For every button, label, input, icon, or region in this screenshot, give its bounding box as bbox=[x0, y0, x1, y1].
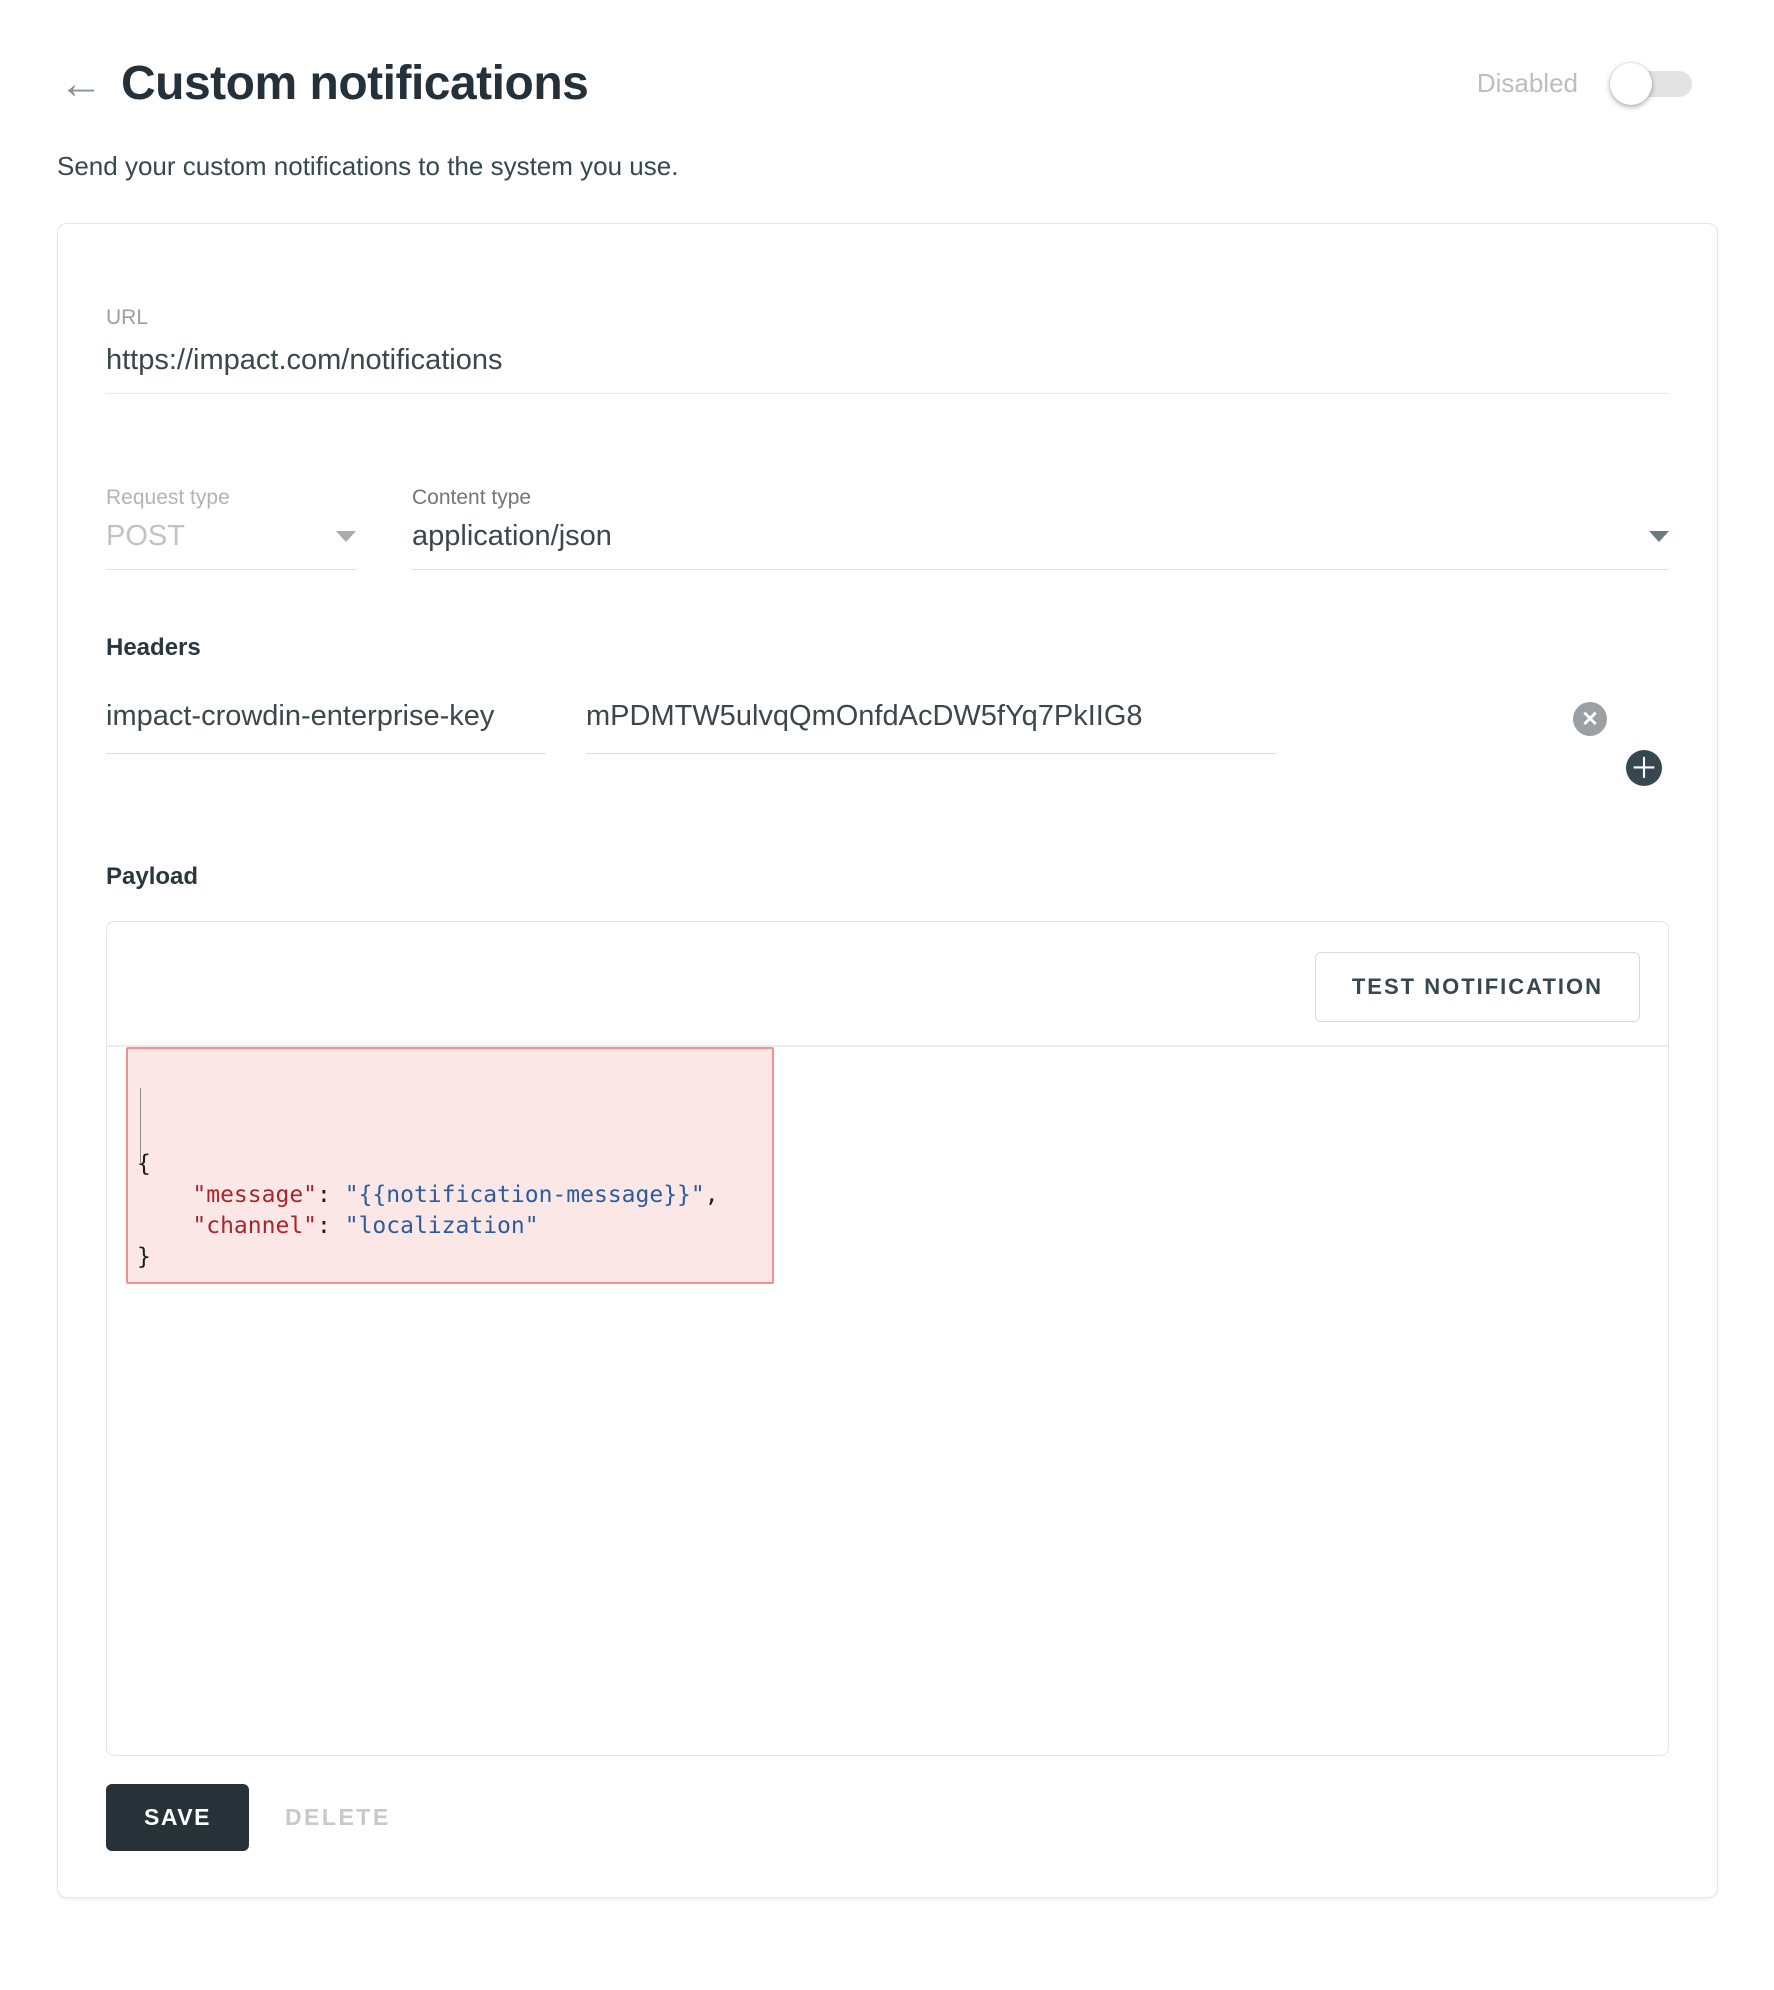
headers-label: Headers bbox=[106, 634, 201, 661]
delete-button[interactable]: DELETE bbox=[284, 1804, 391, 1830]
custom-notifications-page bbox=[0, 56, 1774, 1898]
payload-toolbar bbox=[107, 922, 1668, 1047]
code-line: { bbox=[137, 1151, 151, 1177]
save-button[interactable]: SAVE bbox=[106, 1784, 249, 1851]
code-line: "channel": "localization" bbox=[192, 1213, 539, 1239]
disabled-toggle[interactable] bbox=[1612, 71, 1692, 97]
settings-card bbox=[57, 223, 1718, 1898]
payload-editor bbox=[106, 921, 1669, 1756]
request-type-value: POST bbox=[106, 520, 185, 552]
close-icon: ✕ bbox=[1581, 707, 1599, 731]
indent-guide bbox=[140, 1088, 141, 1164]
url-label: URL bbox=[106, 306, 149, 329]
header-row bbox=[106, 700, 1669, 788]
code-line: } bbox=[137, 1244, 151, 1270]
content-type-value: application/json bbox=[412, 520, 612, 552]
request-type-field bbox=[106, 486, 356, 570]
payload-code-box[interactable] bbox=[126, 1047, 774, 1284]
request-type-select[interactable] bbox=[106, 520, 356, 570]
toggle-knob-icon bbox=[1610, 63, 1652, 105]
header-value-input[interactable]: mPDMTW5ulvqQmOnfdAcDW5fYq7PkIIG8 bbox=[586, 700, 1276, 754]
remove-header-button[interactable] bbox=[1573, 702, 1607, 736]
headers-section bbox=[106, 634, 1669, 788]
back-arrow-icon: ← bbox=[59, 58, 103, 108]
header-key-input[interactable]: impact-crowdin-enterprise-key bbox=[106, 700, 546, 754]
actions-row bbox=[106, 1784, 1669, 1851]
content-type-field bbox=[412, 486, 1669, 570]
page-header bbox=[57, 56, 1718, 111]
chevron-down-icon bbox=[336, 531, 356, 542]
toggle-label: Disabled bbox=[1476, 68, 1578, 98]
page-title: Custom notifications bbox=[121, 57, 589, 110]
payload-label: Payload bbox=[106, 863, 199, 890]
payload-code-editor[interactable] bbox=[107, 1047, 1668, 1284]
url-input[interactable]: https://impact.com/notifications bbox=[106, 344, 1669, 394]
chevron-down-icon bbox=[1649, 531, 1669, 542]
code-line: "message": "{{notification-message}}", bbox=[192, 1182, 719, 1208]
request-type-label: Request type bbox=[106, 486, 230, 509]
plus-icon: ＋ bbox=[1630, 753, 1657, 783]
header-inputs bbox=[106, 700, 1669, 754]
content-type-select[interactable] bbox=[412, 520, 1669, 570]
back-button[interactable] bbox=[57, 60, 105, 108]
test-notification-button[interactable]: TEST NOTIFICATION bbox=[1315, 952, 1640, 1022]
payload-section bbox=[106, 863, 1669, 1756]
content-type-label: Content type bbox=[412, 486, 532, 509]
add-header-button[interactable] bbox=[1626, 750, 1662, 786]
type-row bbox=[106, 486, 1669, 570]
page-subtitle: Send your custom notifications to the system you use. bbox=[57, 151, 679, 181]
url-field bbox=[106, 306, 1669, 394]
header-toggle-group bbox=[1477, 68, 1718, 99]
